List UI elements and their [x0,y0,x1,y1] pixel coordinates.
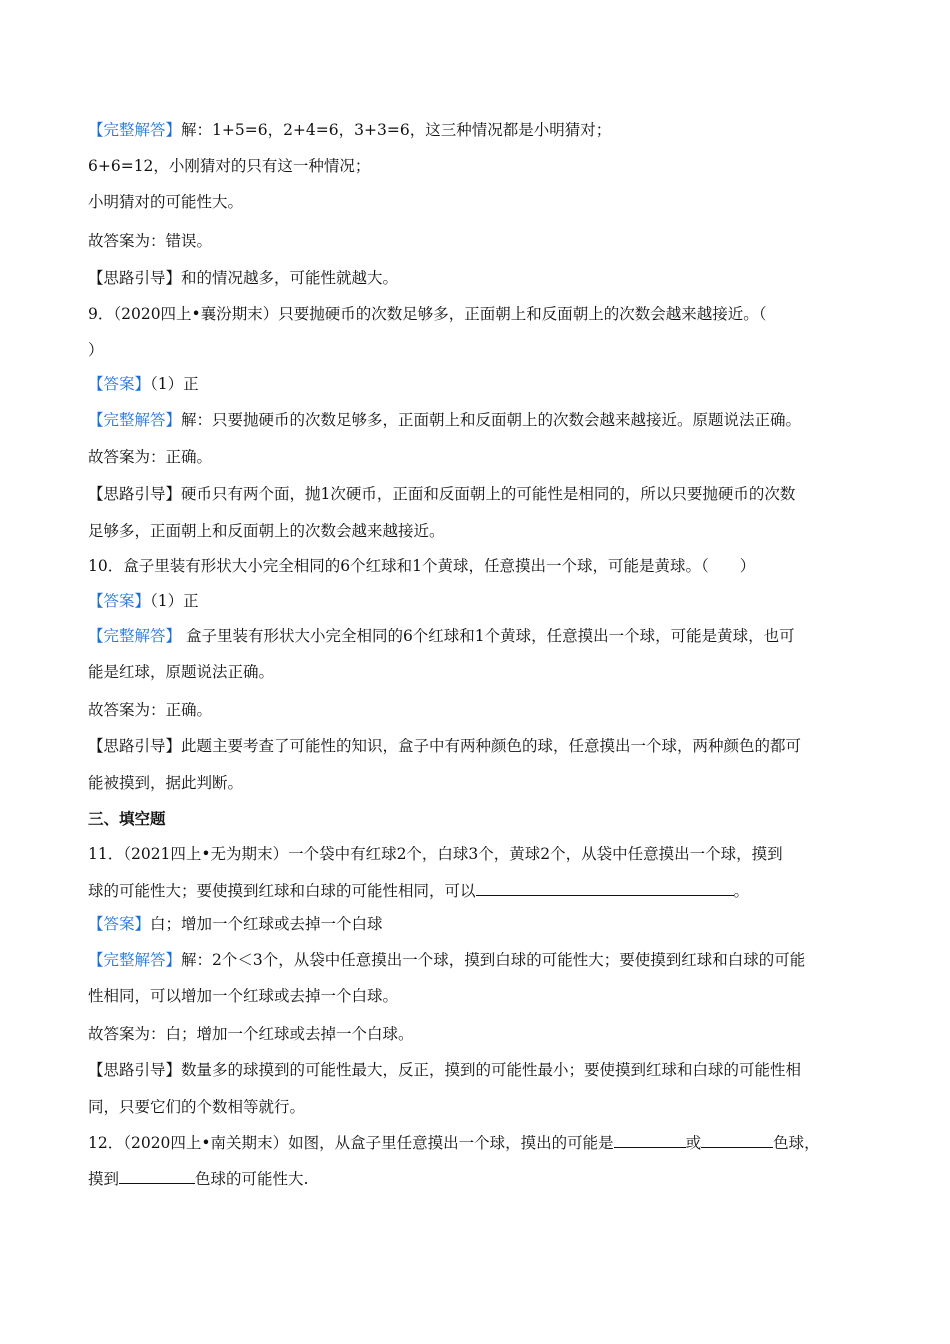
solution-line: 【完整解答】解：1+5=6，2+4=6，3+3=6，这三种情况都是小明猜对； [88,121,612,139]
answer-line: 故答案为：白；增加一个红球或去掉一个白球。 [88,1025,414,1043]
answer-line: 【答案】（1）正 [88,592,199,610]
solution-line: 【完整解答】 盒子里装有形状大小完全相同的6个红球和1个黄球，任意摸出一个球，可能是黄球，也可 [88,627,795,645]
answer-line: 故答案为：正确。 [88,448,213,466]
answer-blank [119,1168,195,1184]
answer-blank [614,1132,686,1148]
answer-line: 【答案】（1）正 [88,375,199,393]
solution-line: 小明猜对的可能性大。 [88,193,244,211]
question-10: 10．盒子里装有形状大小完全相同的6个红球和1个黄球，任意摸出一个球，可能是黄球。（ ） [88,557,756,575]
guide-line: 【思路引导】和的情况越多，可能性就越大。 [88,269,399,287]
guide-tag: 【思路引导】 [88,1061,182,1079]
solution-line: 性相同，可以增加一个红球或去掉一个白球。 [88,987,399,1005]
question-12-cont: 摸到 色球的可能性大. [88,1170,309,1188]
solution-line: 【完整解答】解：2个＜3个，从袋中任意摸出一个球，摸到白球的可能性大；要使摸到红球和白球的可能 [88,951,806,969]
section-heading: 三、填空题 [88,809,166,828]
solution-line: 【完整解答】解：只要抛硬币的次数足够多，正面朝上和反面朝上的次数会越来越接近。原题说法正确。 [88,411,802,429]
answer-tag: 【答案】 [88,915,151,933]
guide-line: 足够多，正面朝上和反面朝上的次数会越来越接近。 [88,522,445,540]
question-9: 9．（2020四上•襄汾期末）只要抛硬币的次数足够多，正面朝上和反面朝上的次数会越来越接近。（ [88,305,767,323]
guide-line: 【思路引导】数量多的球摸到的可能性最大，反正，摸到的可能性最小；要使摸到红球和白球的可能性相 [88,1061,802,1079]
answer-tag: 【答案】 [88,592,151,610]
guide-line: 能被摸到，据此判断。 [88,774,244,792]
guide-line: 同，只要它们的个数相等就行。 [88,1098,306,1116]
question-11-cont: 球的可能性大；要使摸到红球和白球的可能性相同，可以 。 [88,882,750,900]
guide-tag: 【思路引导】 [88,737,182,755]
answer-blank [701,1132,773,1148]
answer-line: 【答案】白；增加一个红球或去掉一个白球 [88,915,383,933]
full-answer-tag: 【完整解答】 [88,951,182,969]
question-12: 12．（2020四上•南关期末）如图，从盒子里任意摸出一个球，摸出的可能是 或 色球， [88,1134,820,1152]
guide-line: 【思路引导】此题主要考查了可能性的知识，盒子中有两种颜色的球，任意摸出一个球，两种颜色的都可 [88,737,802,755]
answer-tag: 【答案】 [88,375,151,393]
solution-line: 能是红球，原题说法正确。 [88,663,275,681]
solution-line: 6+6=12，小刚猜对的只有这一种情况； [88,157,371,175]
answer-line: 故答案为：正确。 [88,701,213,719]
guide-line: 【思路引导】硬币只有两个面，抛1次硬币，正面和反面朝上的可能性是相同的，所以只要抛硬币的次数 [88,485,796,503]
full-answer-tag: 【完整解答】 [88,627,182,645]
question-9-paren: ） [88,341,104,359]
full-answer-tag: 【完整解答】 [88,411,182,429]
guide-tag: 【思路引导】 [88,485,182,503]
guide-tag: 【思路引导】 [88,269,182,287]
answer-blank [476,880,734,896]
question-11: 11．（2021四上•无为期末）一个袋中有红球2个，白球3个，黄球2个，从袋中任意摸出一个球，摸到 [88,845,783,863]
full-answer-tag: 【完整解答】 [88,121,182,139]
answer-line: 故答案为：错误。 [88,232,213,250]
